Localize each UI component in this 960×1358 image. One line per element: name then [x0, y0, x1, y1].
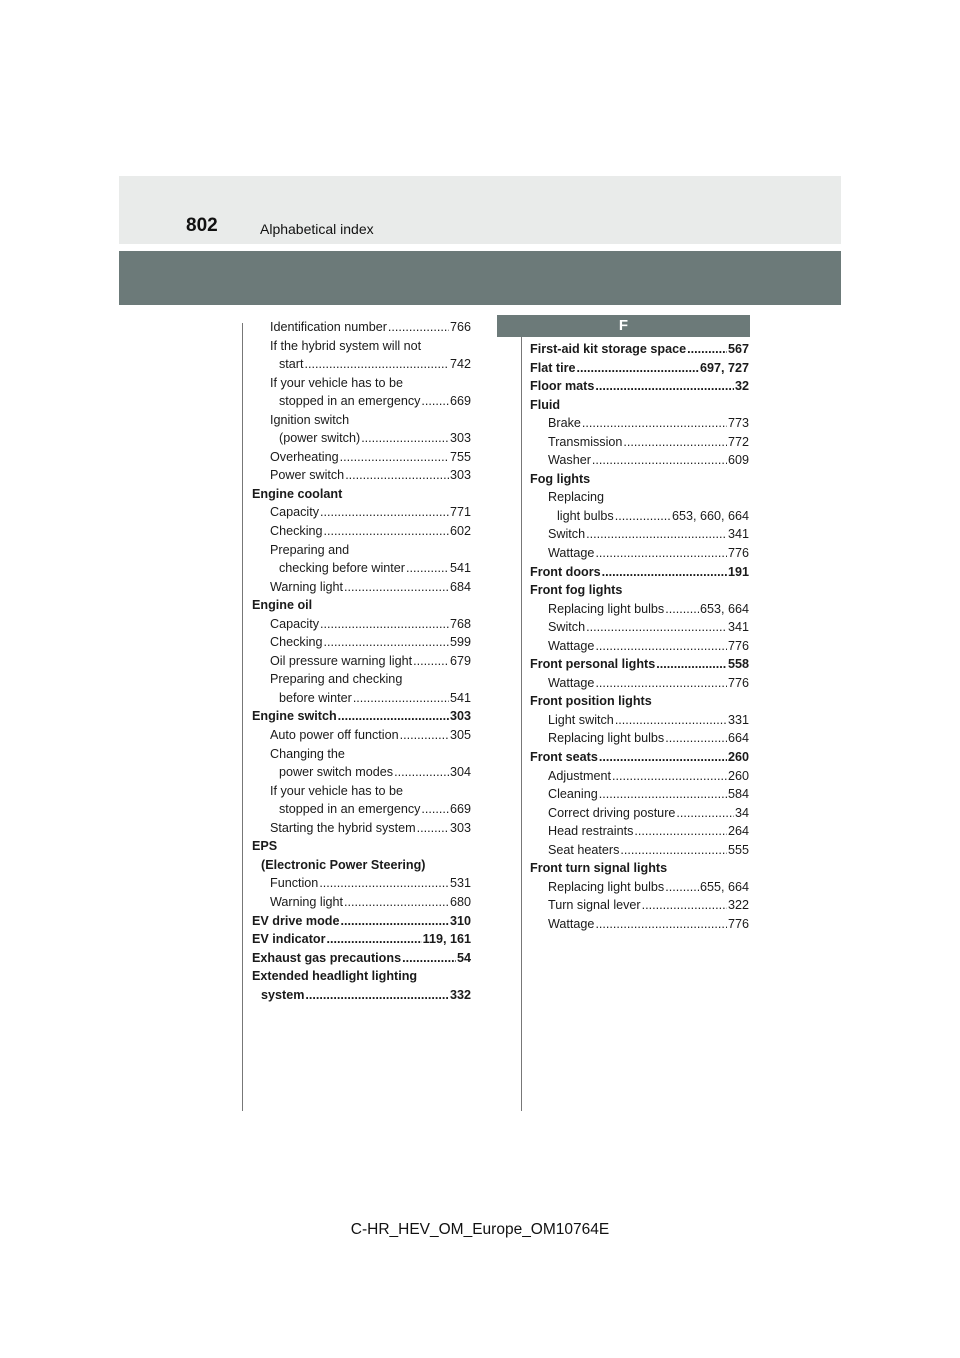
index-entry [252, 578, 471, 597]
index-entry [530, 804, 749, 823]
index-entry-label: before winter [279, 690, 352, 705]
index-entry-label: Front position lights [530, 694, 652, 709]
index-entry [252, 763, 471, 782]
dot-leader [676, 804, 734, 823]
index-entry-label: Front personal lights [530, 657, 656, 672]
index-entry-page: 303 [449, 468, 471, 483]
index-entry-label: Engine switch [252, 709, 337, 724]
index-entry [530, 470, 749, 489]
index-entry-page: 341 [727, 620, 749, 635]
index-entry-label: Correct driving posture [548, 805, 676, 820]
dot-leader [595, 674, 727, 693]
dot-leader [338, 707, 449, 726]
index-entry [530, 841, 749, 860]
index-entry [530, 896, 749, 915]
index-entry-page: 332 [449, 987, 471, 1002]
index-entry [530, 748, 749, 767]
index-entry [252, 837, 471, 856]
index-entry-label: (power switch) [279, 431, 361, 446]
index-entry-page: 653, 664 [699, 601, 749, 616]
header-dark-bar [119, 251, 841, 305]
dot-leader [595, 915, 727, 934]
index-entry [252, 819, 471, 838]
index-entry [252, 541, 471, 560]
index-entry-page: 260 [727, 768, 749, 783]
index-entry-label: Wattage [548, 638, 595, 653]
dot-leader [582, 414, 727, 433]
index-entry-label: Changing the [270, 746, 345, 761]
index-entry-label: Power switch [270, 468, 345, 483]
index-entry-page: 555 [727, 842, 749, 857]
dot-leader [665, 600, 699, 619]
index-entry [252, 652, 471, 671]
index-entry [252, 856, 471, 875]
index-entry-label: Replacing light bulbs [548, 601, 665, 616]
index-entry-page: 584 [727, 787, 749, 802]
dot-leader [394, 763, 449, 782]
index-entry-page: 34 [734, 805, 749, 820]
index-entry-page: 531 [449, 876, 471, 891]
index-entry-page: 322 [727, 898, 749, 913]
index-entry-page: 54 [456, 950, 471, 965]
index-entry-page: 766 [449, 320, 471, 334]
index-entry-label: EPS [252, 839, 278, 854]
index-entry-label: Front seats [530, 750, 598, 765]
index-entry-page: 260 [727, 750, 749, 765]
index-entry-label: Warning light [270, 579, 344, 594]
index-entry-label: Washer [548, 453, 591, 468]
index-entry-label: If your vehicle has to be [270, 783, 404, 798]
index-entry [530, 915, 749, 934]
dot-leader [615, 711, 727, 730]
index-entry-page: 771 [449, 505, 471, 520]
index-entry [252, 689, 471, 708]
index-entry-label: Light switch [548, 712, 614, 727]
index-entry [252, 318, 471, 337]
dot-leader [421, 800, 449, 819]
index-entry [252, 429, 471, 448]
index-entry-page: 602 [449, 524, 471, 539]
index-entry [530, 433, 749, 452]
index-entry-label: power switch modes [279, 765, 394, 780]
index-entry-label: Overheating [270, 449, 339, 464]
index-entry-page: 341 [727, 527, 749, 542]
index-entry [252, 466, 471, 485]
index-entry [252, 392, 471, 411]
dot-leader [341, 912, 449, 931]
dot-leader [615, 507, 671, 526]
index-entry [252, 707, 471, 726]
index-entry-label: Turn signal lever [548, 898, 641, 913]
index-entry-page: 669 [449, 394, 471, 409]
index-entry-page: 772 [727, 434, 749, 449]
index-entry-label: stopped in an emergency [279, 394, 421, 409]
dot-leader [324, 522, 449, 541]
dot-leader [305, 986, 449, 1005]
dot-leader [320, 615, 449, 634]
dot-leader [413, 652, 449, 671]
index-entry [252, 559, 471, 578]
dot-leader [687, 340, 727, 359]
letter-heading: F [497, 315, 750, 337]
index-entry-label: Seat heaters [548, 842, 620, 857]
document-footer: C-HR_HEV_OM_Europe_OM10764E [350, 1221, 610, 1238]
dot-leader [361, 429, 449, 448]
index-entry [530, 414, 749, 433]
index-entry [530, 655, 749, 674]
index-entry-page: 755 [449, 449, 471, 464]
index-entry-label: Engine coolant [252, 486, 343, 501]
index-entry-label: Identification number [270, 320, 387, 334]
index-entry [252, 411, 471, 430]
index-entry-label: Oil pressure warning light [270, 653, 413, 668]
index-entry [252, 949, 471, 968]
index-entry-label: Preparing and checking [270, 672, 403, 687]
index-entry [252, 522, 471, 541]
index-entry [530, 692, 749, 711]
index-entry-page: 679 [449, 653, 471, 668]
index-entry-page: 305 [449, 728, 471, 743]
index-entry-page: 776 [727, 675, 749, 690]
index-entry [530, 507, 749, 526]
index-entry [252, 912, 471, 931]
dot-leader [595, 377, 734, 396]
index-entry-page: 664 [727, 731, 749, 746]
index-entry [252, 485, 471, 504]
index-entry-page: 773 [727, 416, 749, 431]
index-entry-label: system [261, 987, 305, 1002]
dot-leader [320, 503, 449, 522]
index-entry [252, 874, 471, 893]
index-entry-page: 32 [734, 379, 749, 394]
index-entry-label: Head restraints [548, 824, 634, 839]
index-entry [530, 637, 749, 656]
dot-leader [592, 451, 727, 470]
dot-leader [326, 930, 421, 949]
index-entry-label: EV drive mode [252, 913, 340, 928]
dot-leader [634, 822, 727, 841]
index-entry [252, 986, 471, 1005]
index-entry [252, 745, 471, 764]
index-entry-label: Replacing light bulbs [548, 731, 665, 746]
dot-leader [421, 392, 449, 411]
index-entry-label: Fluid [530, 397, 561, 412]
index-entry-page: 541 [449, 561, 471, 576]
index-entry [530, 767, 749, 786]
dot-leader [344, 578, 449, 597]
index-entry [530, 711, 749, 730]
dot-leader [400, 726, 449, 745]
index-entry-label: Cleaning [548, 787, 598, 802]
column-divider-right [521, 323, 522, 1111]
index-entry-page: 264 [727, 824, 749, 839]
index-entry-page: 742 [449, 357, 471, 372]
dot-leader [324, 633, 449, 652]
index-entry [530, 600, 749, 619]
column-divider-left [242, 323, 243, 1111]
index-entry-label: Exhaust gas precautions [252, 950, 402, 965]
index-entry [252, 596, 471, 615]
page-number: 802 [186, 215, 218, 236]
index-entry-page: 697, 727 [699, 360, 749, 375]
dot-leader [612, 767, 727, 786]
index-entry [252, 670, 471, 689]
index-entry-page: 669 [449, 802, 471, 817]
index-entry-label: Wattage [548, 916, 595, 931]
index-entry-label: (Electronic Power Steering) [261, 857, 426, 872]
index-entry-label: Preparing and [270, 542, 350, 557]
index-entry-page: 776 [727, 546, 749, 561]
index-entry [252, 930, 471, 949]
index-entry [252, 448, 471, 467]
index-entry-page: 567 [727, 342, 749, 356]
index-entry-label: Extended headlight lighting [252, 969, 418, 984]
index-entry [530, 340, 749, 359]
dot-leader [595, 544, 727, 563]
dot-leader [353, 689, 449, 708]
index-column-right [530, 340, 749, 934]
index-entry [252, 967, 471, 986]
dot-leader [602, 563, 727, 582]
index-entry-label: Checking [270, 635, 323, 650]
index-entry-page: 303 [449, 431, 471, 446]
index-entry-label: checking before winter [279, 561, 406, 576]
index-entry-page: 303 [449, 709, 471, 724]
header-band [119, 176, 841, 244]
dot-leader [665, 729, 727, 748]
index-entry-label: Front turn signal lights [530, 861, 668, 876]
index-entry [530, 822, 749, 841]
index-entry [530, 377, 749, 396]
index-entry-label: Switch [548, 620, 586, 635]
index-entry-label: Function [270, 876, 319, 891]
index-entry [252, 355, 471, 374]
index-entry-page: 655, 664 [699, 879, 749, 894]
index-column-left [252, 318, 471, 1004]
index-entry-label: Fog lights [530, 471, 591, 486]
index-entry-label: Switch [548, 527, 586, 542]
dot-leader [642, 896, 727, 915]
index-entry-page: 541 [449, 690, 471, 705]
index-entry [530, 674, 749, 693]
index-entry-page: 768 [449, 616, 471, 631]
dot-leader [623, 433, 727, 452]
index-entry-page: 680 [449, 894, 471, 909]
index-entry-label: First-aid kit storage space [530, 342, 687, 356]
index-entry-page: 304 [449, 765, 471, 780]
index-entry-label: If your vehicle has to be [270, 375, 404, 390]
index-entry [252, 503, 471, 522]
index-entry-page: 776 [727, 916, 749, 931]
index-entry [252, 374, 471, 393]
index-entry-page: 599 [449, 635, 471, 650]
index-entry [530, 581, 749, 600]
index-entry [530, 544, 749, 563]
dot-leader [406, 559, 449, 578]
dot-leader [340, 448, 449, 467]
dot-leader [586, 525, 727, 544]
index-entry-label: Adjustment [548, 768, 611, 783]
index-entry-label: Auto power off function [270, 728, 399, 743]
index-entry-page: 776 [727, 638, 749, 653]
dot-leader [586, 618, 727, 637]
index-entry-label: stopped in an emergency [279, 802, 421, 817]
index-entry [530, 878, 749, 897]
index-entry-page: 331 [727, 712, 749, 727]
index-entry [252, 633, 471, 652]
index-entry [530, 785, 749, 804]
index-entry-page: 310 [449, 913, 471, 928]
index-entry [530, 859, 749, 878]
dot-leader [577, 359, 699, 378]
dot-leader [345, 466, 449, 485]
index-entry-page: 119, 161 [422, 932, 471, 947]
index-entry [530, 618, 749, 637]
index-entry-label: Warning light [270, 894, 344, 909]
index-entry-label: Engine oil [252, 598, 313, 613]
index-entry-label: Capacity [270, 616, 319, 631]
index-entry [252, 800, 471, 819]
index-entry-page: 609 [727, 453, 749, 468]
index-entry [252, 893, 471, 912]
index-entry-label: Flat tire [530, 360, 576, 375]
dot-leader [595, 637, 727, 656]
index-entry-label: light bulbs [557, 508, 614, 523]
dot-leader [665, 878, 699, 897]
index-entry [530, 563, 749, 582]
dot-leader [344, 893, 449, 912]
index-entry-page: 684 [449, 579, 471, 594]
dot-leader [599, 748, 727, 767]
index-entry-label: Front doors [530, 564, 601, 579]
index-entry-label: Capacity [270, 505, 319, 520]
index-entry-label: Front fog lights [530, 583, 623, 598]
index-entry [252, 782, 471, 801]
dot-leader [620, 841, 727, 860]
index-entry [530, 359, 749, 378]
dot-leader [402, 949, 456, 968]
index-entry-label: Starting the hybrid system [270, 820, 416, 835]
index-entry [530, 451, 749, 470]
dot-leader [417, 819, 449, 838]
index-entry-label: Wattage [548, 675, 595, 690]
index-entry [530, 488, 749, 507]
index-entry-page: 191 [727, 564, 749, 579]
dot-leader [599, 785, 727, 804]
dot-leader [319, 874, 449, 893]
index-entry-page: 303 [449, 820, 471, 835]
index-entry [530, 396, 749, 415]
index-entry [252, 726, 471, 745]
index-entry [252, 615, 471, 634]
dot-leader [656, 655, 727, 674]
index-entry-label: start [279, 357, 304, 372]
index-entry [530, 729, 749, 748]
index-entry [530, 525, 749, 544]
index-entry-label: If the hybrid system will not [270, 338, 422, 353]
index-entry-label: Replacing [548, 490, 605, 505]
index-entry-label: Checking [270, 524, 323, 539]
index-entry-label: Ignition switch [270, 412, 350, 427]
dot-leader [388, 318, 449, 337]
section-title: Alphabetical index [260, 221, 374, 237]
index-entry-label: Floor mats [530, 379, 595, 394]
index-entry-label: EV indicator [252, 932, 326, 947]
index-entry-label: Replacing light bulbs [548, 879, 665, 894]
index-entry-page: 653, 660, 664 [671, 508, 749, 523]
index-entry-label: Transmission [548, 434, 623, 449]
index-entry-label: Brake [548, 416, 581, 431]
index-entry [252, 337, 471, 356]
index-entry-page: 558 [727, 657, 749, 672]
index-entry-label: Wattage [548, 546, 595, 561]
dot-leader [305, 355, 449, 374]
